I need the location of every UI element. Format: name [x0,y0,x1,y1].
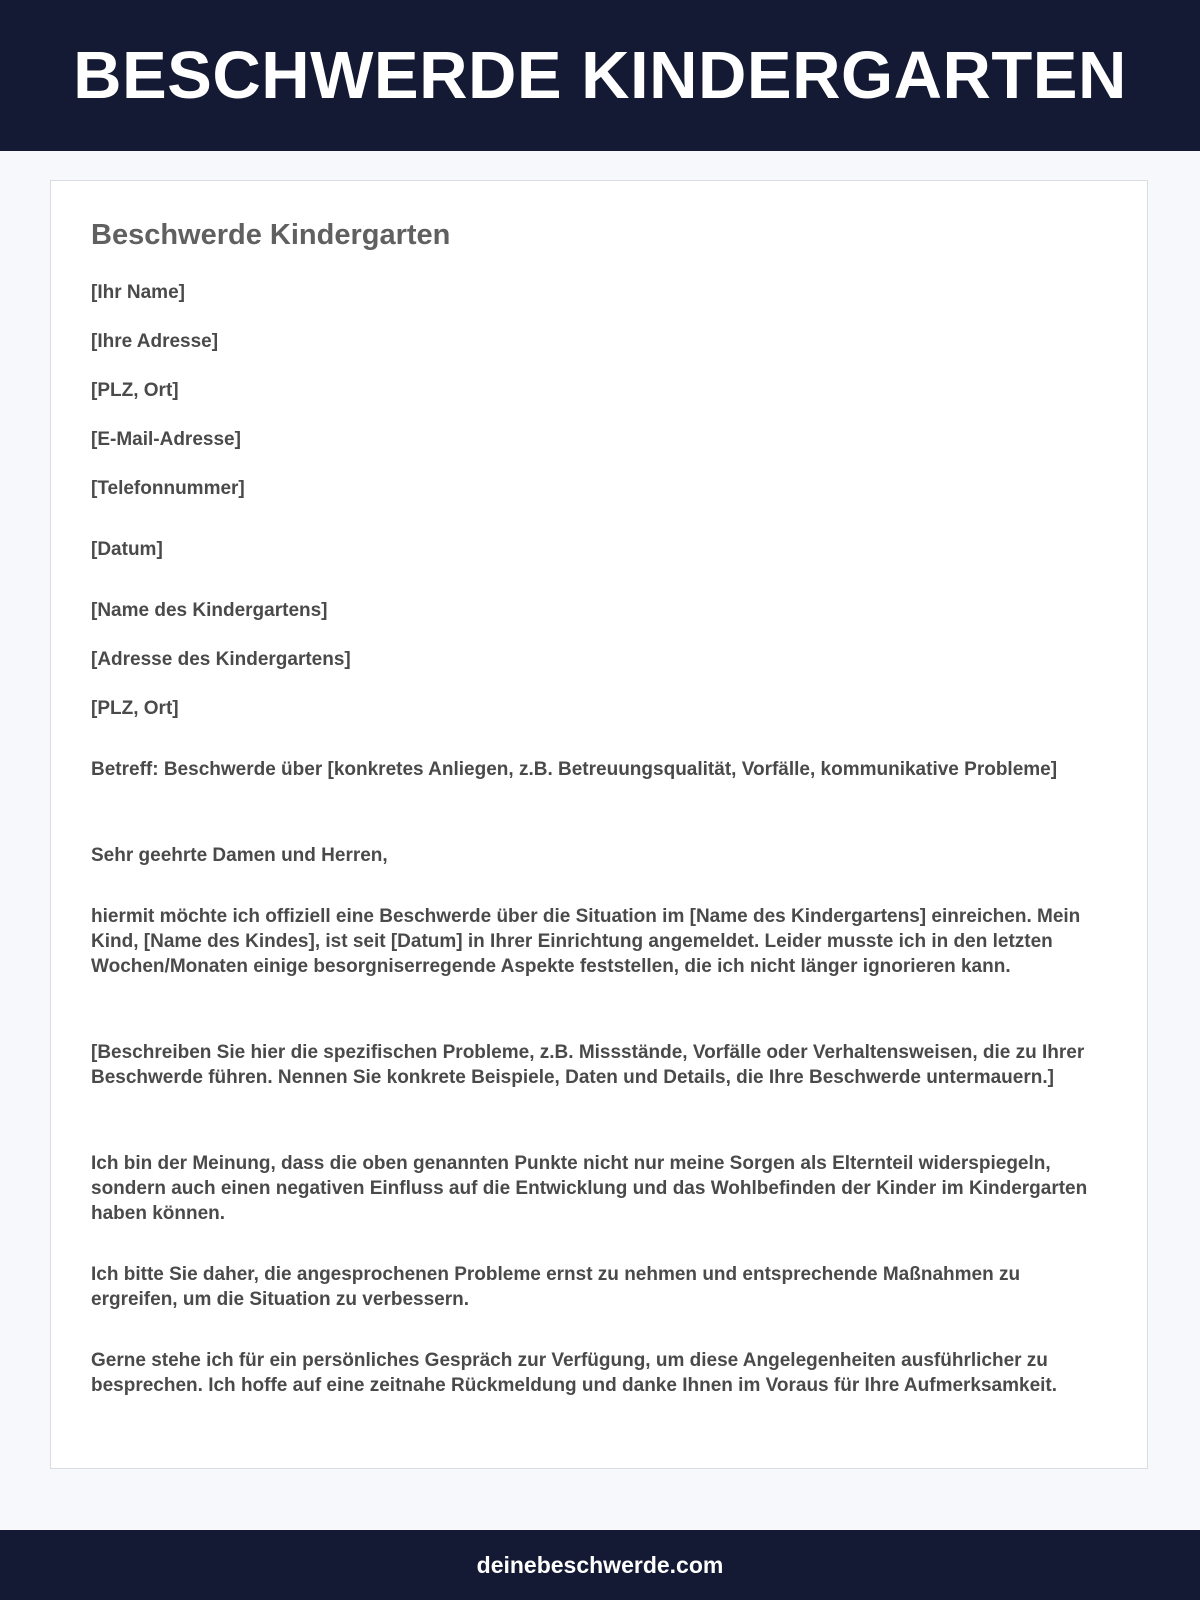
page-header [0,0,1200,151]
recipient-zip-city: [PLZ, Ort] [91,698,179,719]
sender-address: [Ihre Adresse] [91,331,219,352]
letter-paragraph: Gerne stehe ich für ein persönliches Gespräch zur Verfügung, um diese Angelegenheiten ausführlicher zu besprechen. Ich hoffe auf eine zeitnahe Rückmeldung und danke Ihnen im Voraus für Ihre Aufmerksamkeit. [91,1350,1058,1396]
letter-title: Beschwerde Kindergarten [91,219,451,251]
letter-salutation: Sehr geehrte Damen und Herren, [91,845,388,866]
letter-paragraph: hiermit möchte ich offiziell eine Beschwerde über die Situation im [Name des Kindergartens] einreichen. Mein Kind, [Name des Kindes], ist seit [Datum] in Ihrer Einrichtung angemeldet. Leider musste ich in den letzten Wochen/Monaten einige besorgniserregende Aspekte feststellen, die ich nicht länger ignorieren kann. [91,906,1081,977]
sender-email: [E-Mail-Adresse] [91,429,241,450]
letter-paragraph: [Beschreiben Sie hier die spezifischen Probleme, z.B. Missstände, Vorfälle oder Verhaltensweisen, die zu Ihrer Beschwerde führen. Nennen Sie konkrete Beispiele, Daten und Details, die Ihre Beschwerde untermauern.] [91,1042,1085,1088]
sender-name: [Ihr Name] [91,282,185,303]
recipient-address: [Adresse des Kindergartens] [91,649,351,670]
letter-card [50,180,1148,1469]
footer-site-link[interactable]: deinebeschwerde.com [476,1551,724,1578]
letter-paragraph: Ich bin der Meinung, dass die oben genannten Punkte nicht nur meine Sorgen als Elternteil widerspiegeln, sondern auch einen negativen Einfluss auf die Entwicklung und das Wohlbefinden der Kinder im Kindergarten haben können. [91,1153,1088,1224]
sender-zip-city: [PLZ, Ort] [91,380,179,401]
letter-date: [Datum] [91,539,163,560]
letter-paragraph: Ich bitte Sie daher, die angesprochenen Probleme ernst zu nehmen und entsprechende Maßnahmen zu ergreifen, um die Situation zu verbessern. [91,1264,1021,1310]
page-footer [0,1530,1200,1600]
page-title: BESCHWERDE KINDERGARTEN [73,38,1127,113]
letter-subject: Betreff: Beschwerde über [konkretes Anliegen, z.B. Betreuungsqualität, Vorfälle, kommunikative Probleme] [91,759,1058,780]
sender-phone: [Telefonnummer] [91,478,245,499]
recipient-name: [Name des Kindergartens] [91,600,328,621]
